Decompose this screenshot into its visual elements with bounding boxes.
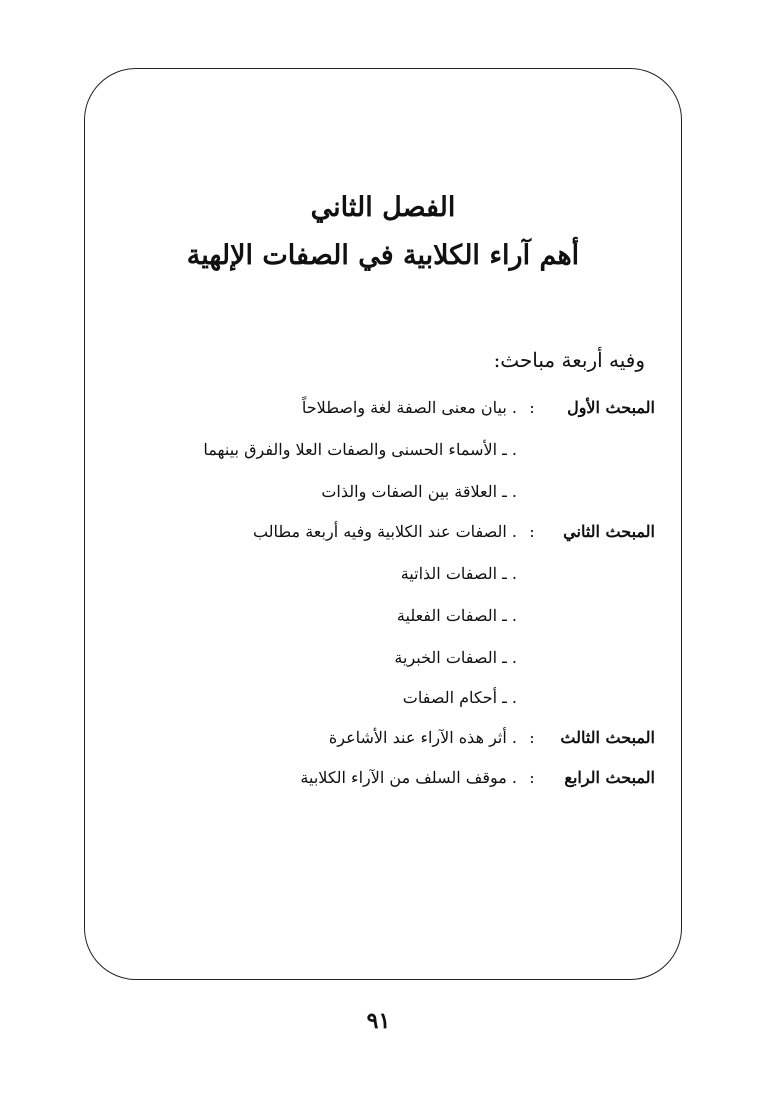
subitem-row (0, 648, 757, 680)
subitem-row (0, 606, 757, 638)
subitem-row (0, 482, 757, 514)
section-row-4 (0, 768, 757, 800)
section-label: المبحث الثالث (560, 728, 655, 747)
chapter-subtitle: أهم آراء الكلابية في الصفات الإلهية (186, 240, 580, 271)
intro-text: وفيه أربعة مباحث: (493, 348, 645, 372)
subitem-row (0, 440, 757, 472)
section-label: المبحث الثاني (563, 522, 655, 541)
section-colon: : (529, 398, 535, 417)
subitem-text: ـ الصفات الفعلية . (396, 606, 517, 625)
section-row-3 (0, 728, 757, 760)
section-label: المبحث الأول (567, 398, 655, 417)
section-text: أثر هذه الآراء عند الأشاعرة . (328, 728, 517, 747)
subitem-text: ـ الأسماء الحسنى والصفات العلا والفرق بينهما . (203, 440, 517, 459)
subitem-text: ـ الصفات الذاتية . (400, 564, 517, 583)
section-label: المبحث الرابع (564, 768, 655, 787)
subitem-row (0, 688, 757, 720)
section-row-2 (0, 522, 757, 554)
section-row-1 (0, 398, 757, 430)
section-text: موقف السلف من الآراء الكلابية . (300, 768, 517, 787)
subitem-text: ـ الصفات الخبرية . (394, 648, 517, 667)
subitem-text: ـ العلاقة بين الصفات والذات . (321, 482, 517, 501)
chapter-title: الفصل الثاني (310, 192, 456, 223)
section-colon: : (529, 728, 535, 747)
subitem-text: ـ أحكام الصفات . (402, 688, 517, 707)
section-text: الصفات عند الكلابية وفيه أربعة مطالب . (252, 522, 517, 541)
subitem-row (0, 564, 757, 596)
page-number: ٩١ (366, 1008, 391, 1034)
section-colon: : (529, 522, 535, 541)
section-text: بيان معنى الصفة لغة واصطلاحاً . (301, 398, 517, 417)
section-colon: : (529, 768, 535, 787)
